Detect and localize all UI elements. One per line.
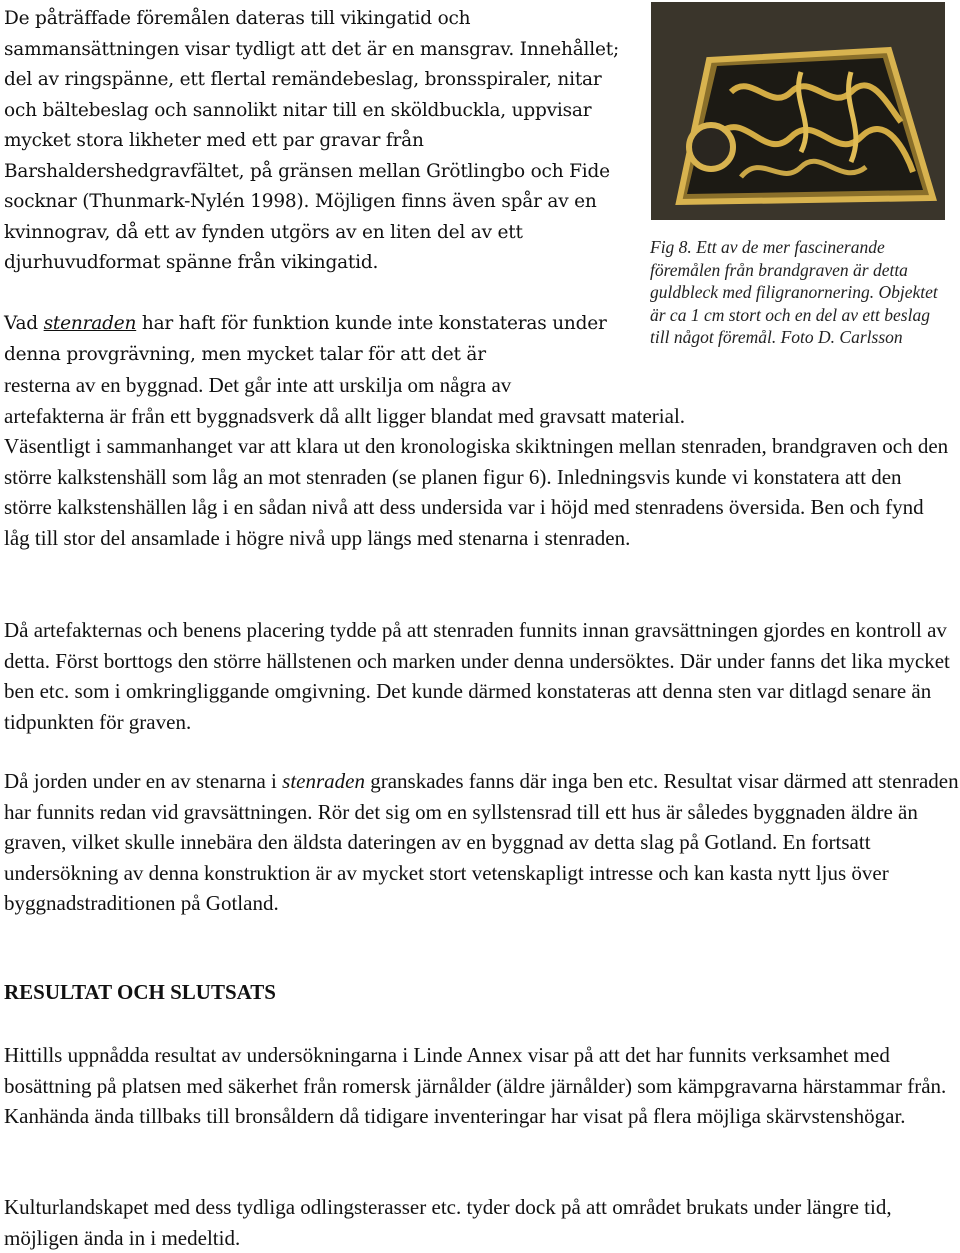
intro-paragraph: De påträffade föremålen dateras till vikingatid och sammansättningen visar tydligt att det är en mansgrav. Innehållet; del av ringspänne, ett flertal remändebeslag, bronsspiraler, nitar och bältebeslag och sannolikt nitar till en sköldbuckla, uppvisar mycket stora likheter med ett par gravar från Barshaldershedgravfältet, på gränsen mellan Grötlingbo och Fide socknar (Thunmark-Nylén 1998). Möjligen finns även spår av en kvinnograv, då ett av fynden utgörs av en liten del av ett djurhuvudformat spänne från vikingatid.	[4, 8, 619, 273]
result-stenraden-term: stenraden	[282, 769, 365, 793]
chronology-text: Väsentligt i sammanhanget var att klara ut den kronologiska skiktningen mellan stenraden, brandgraven och den större kalkstenshäll som låg an mot stenraden (se planen figur 6). Inledningsvis kunde vi konstatera att den större kalkstenshällen låg i en sådan nivå att dess undersida var i höjd med stenradens översida. Ben och fynd låg till stor del ansamlade i högre nivå upp längs med stenarna i stenraden.	[4, 434, 949, 550]
figure-caption: Fig 8. Ett av de mer fascinerande föremålen från brandgraven är detta guldbleck med filigranornering. Objektet är ca 1 cm stort och en del av ett beslag till något föremål. Foto D. Carlsson	[650, 237, 938, 347]
result-text-after: granskades fanns där inga ben etc. Resultat visar därmed att stenraden har funnits redan vid gravsättningen. Rör det sig om en syllstensrad till ett hus är således byggnaden äldre än graven, vilket skulle innebära den äldsta dateringen av en byggnad av detta slag på Gotland. En fortsatt undersökning av denna konstruktion är av mycket stort vetenskapligt intresse och kan kasta nytt ljus över byggnadstraditionen på Gotland.	[4, 769, 959, 915]
stenraden-paragraph	[4, 309, 624, 370]
summary-paragraph-2: Kulturlandskapet med dess tydliga odlingsterasser etc. tyder dock på att området brukats under längre tid, möjligen ända in i medeltid.	[4, 1195, 892, 1250]
stenraden-text-after: har haft för funktion kunde inte konstateras under denna provgrävning, men mycket talar för att det är	[4, 313, 607, 365]
continuation-line-2: artefakterna är från ett byggnadsverk då allt ligger blandat med gravsatt material.	[4, 403, 686, 428]
gold-foil-illustration	[651, 2, 945, 220]
result-paragraph	[4, 766, 959, 919]
continuation-line-1: resterna av en byggnad. Det går inte att urskilja om några av	[4, 373, 512, 397]
stenraden-term: stenraden	[43, 313, 137, 334]
stenraden-continuation	[4, 370, 954, 553]
result-text-before: Då jorden under en av stenarna i	[4, 769, 283, 793]
stenraden-text-before: Vad	[4, 313, 44, 334]
gold-foil-photo	[651, 2, 945, 220]
summary-paragraph-1: Hittills uppnådda resultat av undersökningarna i Linde Annex visar på att det har funnits verksamhet med bosättning på platsen med säkerhet från romersk järnålder (äldre järnålder) som kämpgravarna härstammar från. Kanhända ända tillbaks till bronsåldern då tidigare inventeringar har visat på flera möjliga skärvstenshögar.	[4, 1043, 947, 1128]
section-heading: RESULTAT OCH SLUTSATS	[4, 980, 276, 1004]
control-paragraph: Då artefakternas och benens placering tydde på att stenraden funnits innan gravsättningen gjordes en kontroll av detta. Först borttogs den större hällstenen och marken under denna undersöktes. Där under fanns det lika mycket ben etc. som i omkringliggande omgivning. Det kunde därmed konstateras att denna sten var ditlagd senare än tidpunkten för graven.	[4, 618, 950, 734]
